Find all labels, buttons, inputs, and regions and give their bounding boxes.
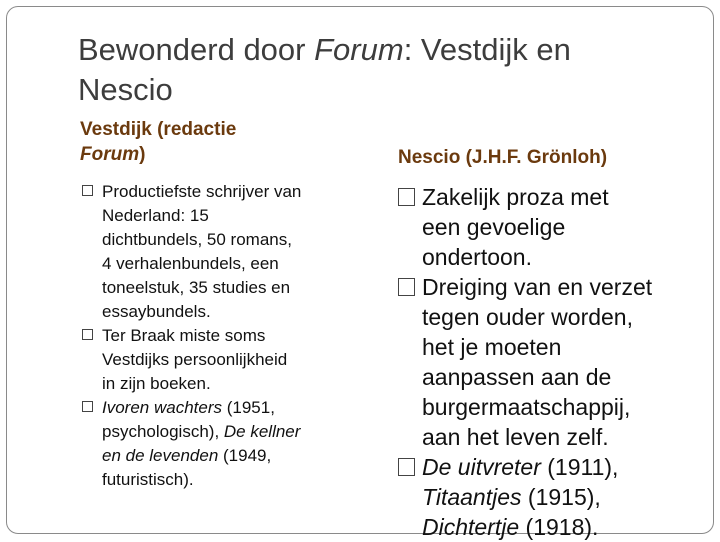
item-line [102, 420, 372, 444]
item-line: essaybundels. [102, 302, 211, 321]
item-text: psychologisch), [102, 422, 224, 441]
title-text: Bewonderd door [78, 32, 315, 67]
book-title: Titaantjes [422, 484, 522, 510]
right-column-header: Nescio (J.H.F. Grönloh) [398, 147, 608, 168]
left-header-close: ) [139, 144, 146, 165]
title-line-1 [78, 30, 678, 70]
item-line: Dreiging van en verzet [422, 274, 653, 300]
item-line: in zijn boeken. [102, 374, 211, 393]
list-item [82, 396, 372, 492]
item-line [422, 452, 703, 482]
book-title: en de levenden [102, 446, 219, 465]
item-line: Ter Braak miste soms [102, 326, 266, 345]
checkbox-bullet-icon [82, 329, 93, 340]
left-bullet-list [82, 180, 372, 492]
list-item [398, 182, 703, 272]
item-line: het je moeten [422, 334, 562, 360]
item-line: een gevoelige [422, 214, 566, 240]
title-text-end: : Vestdijk en [403, 32, 571, 67]
list-item [398, 452, 703, 542]
item-line: tegen ouder worden, [422, 304, 633, 330]
item-line: toneelstuk, 35 studies en [102, 278, 291, 297]
item-line: Nederland: 15 [102, 206, 209, 225]
item-text: (1915), [521, 484, 601, 510]
item-text: (1911), [540, 454, 619, 480]
checkbox-bullet-icon [82, 185, 93, 196]
book-title: Dichtertje [422, 514, 520, 540]
checkbox-bullet-icon [82, 401, 93, 412]
left-header-line-2 [80, 142, 340, 167]
book-title: De kellner [223, 422, 301, 441]
item-line: ondertoon. [422, 244, 532, 270]
checkbox-bullet-icon [398, 458, 415, 476]
item-line [102, 396, 372, 420]
left-header-line-1: Vestdijk (redactie [80, 119, 237, 140]
item-line [422, 482, 703, 512]
item-line: Zakelijk proza met [422, 184, 609, 210]
title-forum-italic: Forum [314, 32, 404, 67]
item-text: (1949, [218, 446, 272, 465]
list-item [82, 180, 372, 324]
right-bullet-list [398, 182, 703, 542]
item-line: dichtbundels, 50 romans, [102, 230, 292, 249]
item-line: 4 verhalenbundels, een [102, 254, 279, 273]
item-line [102, 444, 372, 468]
slide-title [78, 30, 678, 110]
list-item [398, 272, 703, 452]
list-item [82, 324, 372, 396]
left-header-italic: Forum [80, 144, 140, 165]
item-line: burgermaatschappij, [422, 394, 631, 420]
checkbox-bullet-icon [398, 278, 415, 296]
item-line: aan het leven zelf. [422, 424, 609, 450]
item-line [422, 512, 703, 542]
left-column-header [80, 117, 340, 167]
item-text: (1951, [222, 398, 275, 417]
book-title: Ivoren wachters [102, 398, 222, 417]
title-line-2: Nescio [78, 72, 173, 107]
item-line: Productiefste schrijver van [102, 182, 302, 201]
item-text: (1918). [519, 514, 599, 540]
item-line: futuristisch). [102, 470, 194, 489]
checkbox-bullet-icon [398, 188, 415, 206]
item-line: aanpassen aan de [422, 364, 612, 390]
book-title: De uitvreter [422, 454, 541, 480]
item-line: Vestdijks persoonlijkheid [102, 350, 288, 369]
